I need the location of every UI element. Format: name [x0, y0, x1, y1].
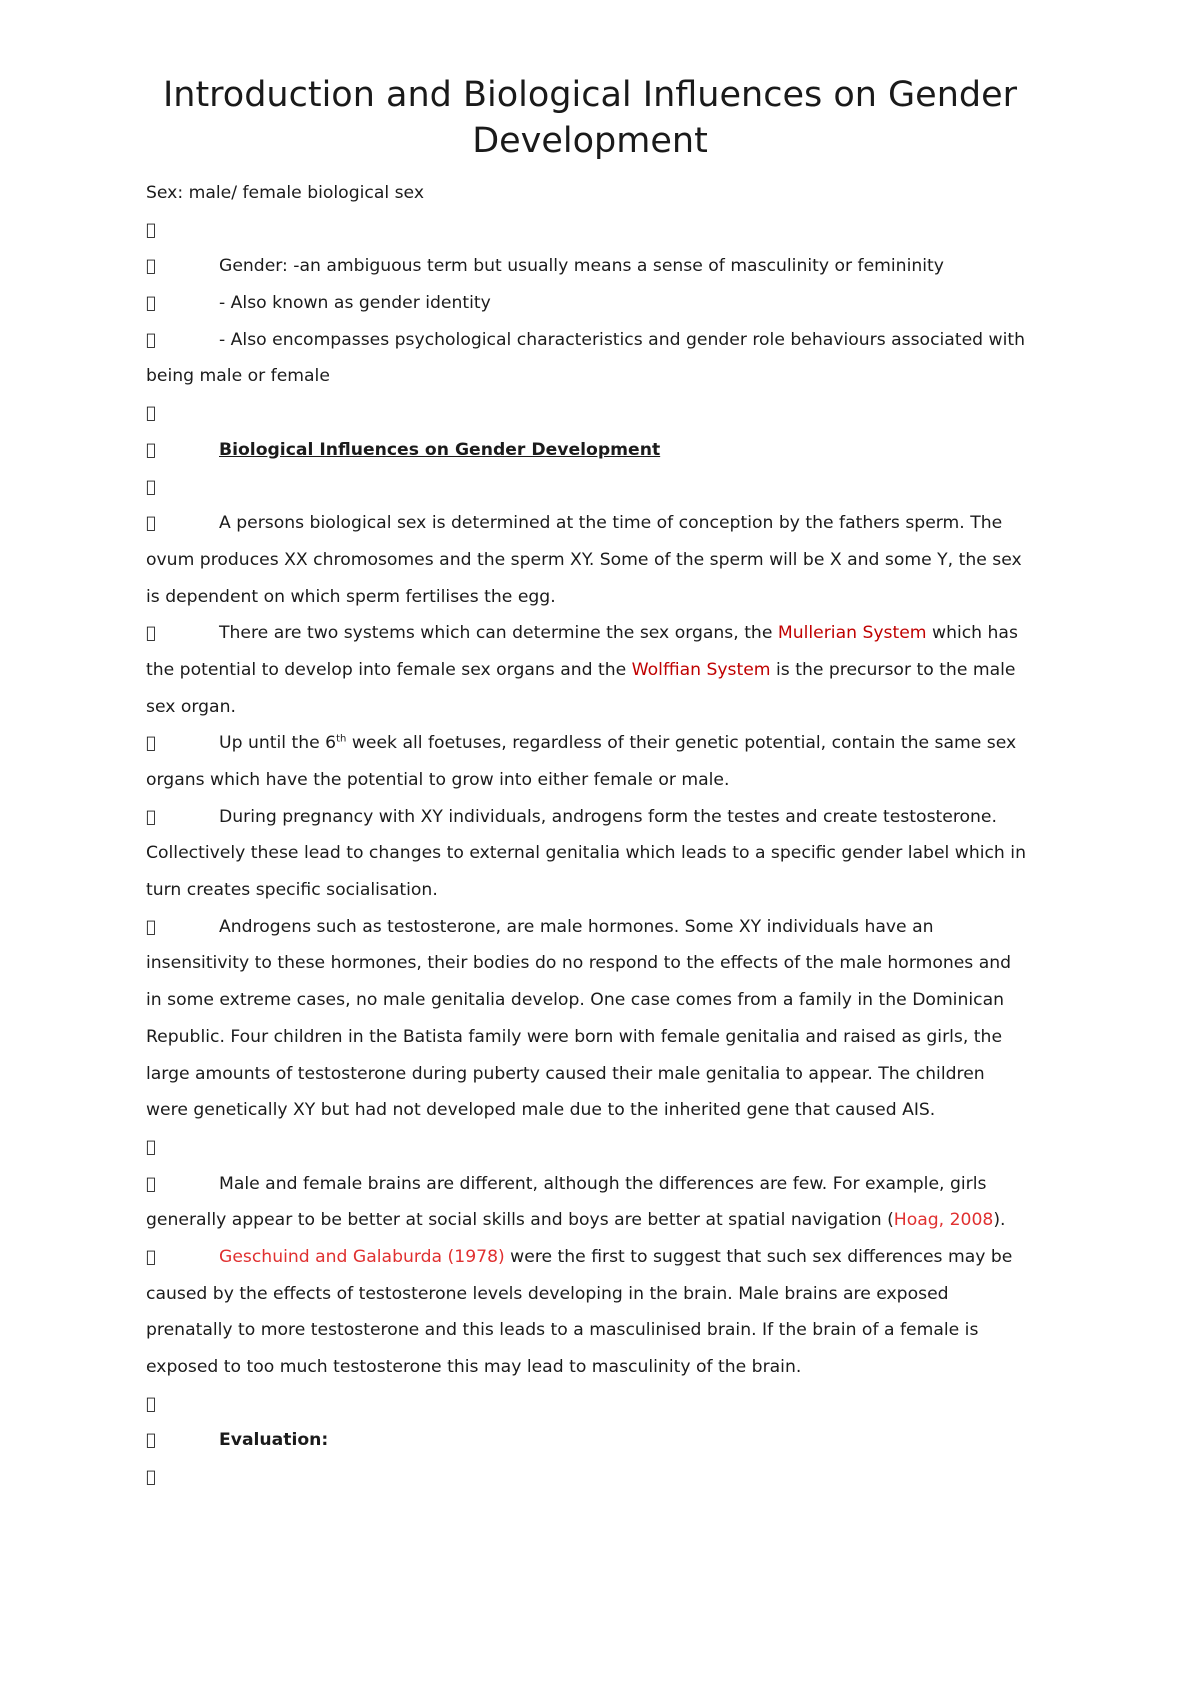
list-item [146, 322, 1076, 359]
paragraph-text: in some extreme cases, no male genitalia develop. One case comes from a family in the Dominican [146, 990, 1005, 1011]
bullet-icon [146, 505, 219, 542]
bullet-icon [146, 248, 219, 285]
list-item [146, 615, 1076, 652]
paragraph-text: the potential to develop into female sex organs and the [146, 659, 632, 680]
paragraph-text: Male and female brains are different, although the differences are few. For example, girls [219, 1173, 987, 1194]
list-item [146, 212, 1076, 249]
paragraph-text: is the precursor to the male [770, 659, 1016, 680]
bullet-icon [146, 212, 219, 249]
paragraph-text: exposed to too much testosterone this may lead to masculinity of the brain. [146, 1357, 802, 1377]
paragraph-text: week all foetuses, regardless of their genetic potential, contain the same sex [346, 733, 1017, 754]
list-item [146, 1239, 1076, 1276]
list-item [146, 248, 1076, 285]
gender-identity-line: - Also known as gender identity [219, 293, 491, 314]
paragraph-text: is dependent on which sperm fertilises the egg. [146, 586, 556, 607]
paragraph-text: ). [993, 1210, 1006, 1231]
document-body [146, 175, 1076, 1496]
paragraph-text: were genetically XY but had not developed male due to the inherited gene that caused AIS. [146, 1100, 936, 1121]
bullet-icon [146, 1459, 219, 1496]
evaluation-heading: Evaluation: [219, 1430, 329, 1451]
list-item [146, 395, 1076, 432]
paragraph-text: A persons biological sex is determined at the time of conception by the fathers sperm. The [219, 513, 1003, 534]
section-heading: Biological Influences on Gender Development [219, 439, 661, 460]
list-item [146, 1129, 1076, 1166]
citation-hoag: Hoag, 2008 [893, 1210, 994, 1231]
gender-line: Gender: -an ambiguous term but usually means a sense of masculinity or femininity [219, 256, 944, 277]
bullet-icon [146, 395, 219, 432]
paragraph-line [146, 1202, 1076, 1239]
paragraph-text: generally appear to be better at social skills and boys are better at spatial navigation ( [146, 1210, 894, 1231]
bullet-icon [146, 1129, 219, 1166]
paragraph-text: sex organ. [146, 696, 236, 717]
paragraph-text: which has [926, 623, 1018, 644]
bullet-icon [146, 432, 219, 469]
list-item [146, 505, 1076, 542]
bullet-icon [146, 285, 219, 322]
bullet-icon [146, 1422, 219, 1459]
paragraph-text: Collectively these lead to changes to external genitalia which leads to a specific gender label which in [146, 843, 1026, 864]
encompasses-continuation: being male or female [146, 366, 330, 387]
list-item [146, 799, 1076, 836]
paragraph-text: There are two systems which can determine the sex organs, the [219, 623, 778, 644]
paragraph-text: caused by the effects of testosterone levels developing in the brain. Male brains are exposed [146, 1283, 949, 1304]
bullet-icon [146, 725, 219, 762]
paragraph-text: organs which have the potential to grow into either female or male. [146, 770, 730, 790]
list-item [146, 725, 1076, 762]
bullet-icon [146, 322, 219, 359]
list-item [146, 1422, 1076, 1459]
bullet-icon [146, 799, 219, 836]
list-item [146, 909, 1076, 946]
paragraph-text: During pregnancy with XY individuals, androgens form the testes and create testosterone. [219, 806, 997, 827]
paragraph-text: turn creates specific socialisation. [146, 880, 438, 901]
bullet-icon [146, 1166, 219, 1203]
paragraph-text: Androgens such as testosterone, are male hormones. Some XY individuals have an [219, 916, 934, 937]
paragraph-text: were the first to suggest that such sex differences may be [504, 1246, 1013, 1267]
list-item [146, 432, 1076, 469]
paragraph-text: Republic. Four children in the Batista family were born with female genitalia and raised as girls, the [146, 1026, 1003, 1047]
mullerian-system-term: Mullerian System [777, 623, 927, 644]
paragraph-line [146, 652, 1076, 689]
bullet-icon [146, 1386, 219, 1423]
list-item [146, 1459, 1076, 1496]
bullet-icon [146, 469, 219, 506]
wolffian-system-term: Wolffian System [631, 659, 771, 680]
list-item [146, 1386, 1076, 1423]
paragraph-text: ovum produces XX chromosomes and the sperm XY. Some of the sperm will be X and some Y, the sex [146, 549, 1022, 570]
bullet-icon [146, 1239, 219, 1276]
list-item [146, 469, 1076, 506]
list-item [146, 1166, 1076, 1203]
paragraph-text: prenatally to more testosterone and this leads to a masculinised brain. If the brain of a female is [146, 1320, 979, 1341]
list-item [146, 285, 1076, 322]
sex-line: Sex: male/ female biological sex [146, 183, 424, 203]
bullet-icon [146, 615, 219, 652]
citation-geschuind: Geschuind and Galaburda (1978) [219, 1246, 505, 1267]
superscript: th [336, 733, 347, 745]
bullet-icon [146, 909, 219, 946]
paragraph-text: large amounts of testosterone during puberty caused their male genitalia to appear. The children [146, 1063, 985, 1084]
paragraph-text: Up until the 6 [219, 733, 337, 754]
paragraph-text: insensitivity to these hormones, their bodies do no respond to the effects of the male hormones and [146, 953, 1012, 974]
document-title: Introduction and Biological Influences on Gender Development [162, 75, 1018, 161]
encompasses-line: - Also encompasses psychological characteristics and gender role behaviours associated with [219, 329, 1025, 350]
